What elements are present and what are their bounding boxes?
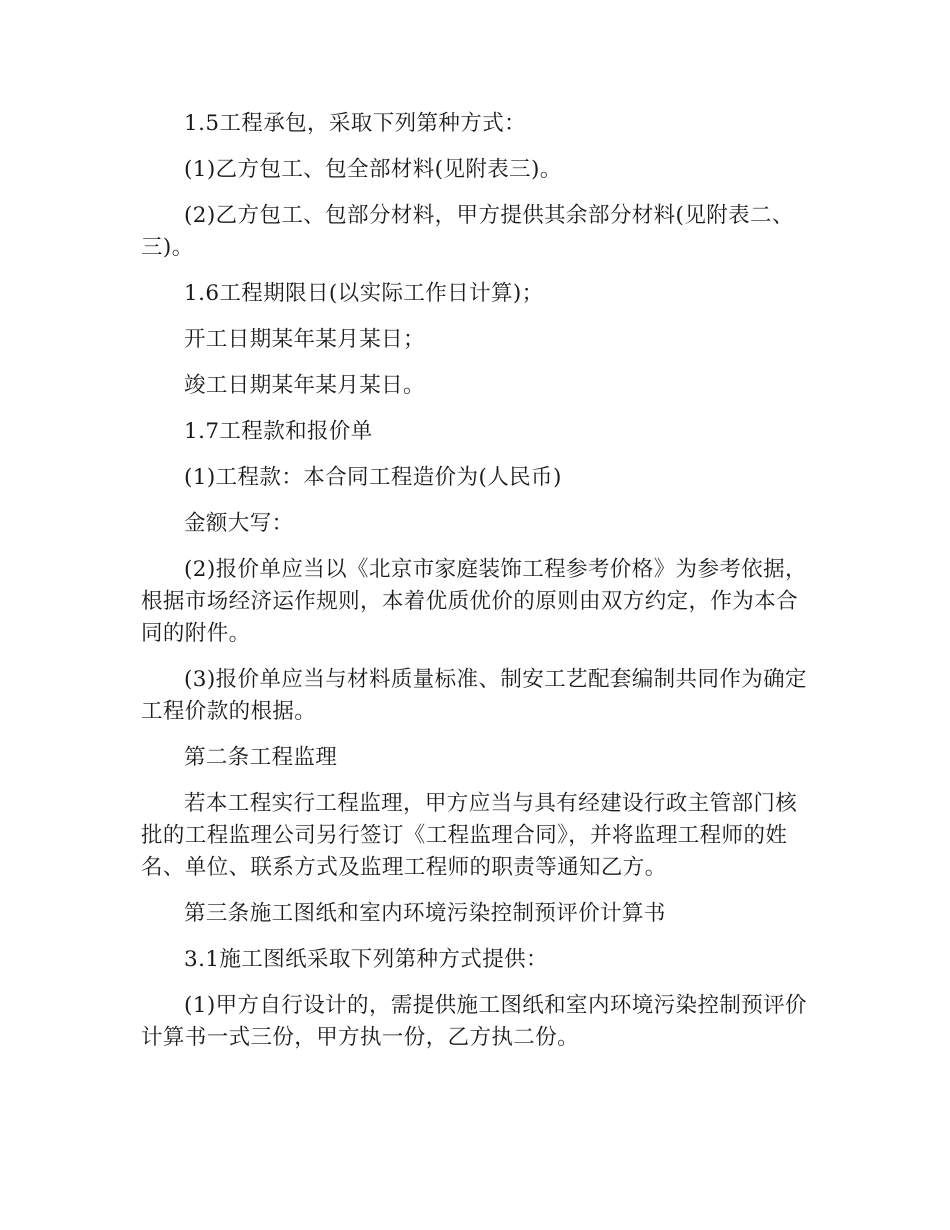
quotation-standards: (3)报价单应当与材料质量标准、制安工艺配套编制共同作为确定工程价款的根据。 [141,667,807,724]
option-1-all-materials: (1)乙方包工、包全部材料(见附表三)。 [184,157,562,182]
start-date: 开工日期某年某月某日； [184,327,425,352]
article-2-heading: 第二条工程监理 [184,745,338,770]
supervision-paragraph: 若本工程实行工程监理，甲方应当与具有经建设行政主管部门核批的工程监理公司另行签订《工程监理合同》，并将监理工程师的姓名、单位、联系方式及监理工程师的职责等通知乙方。 [141,791,798,880]
project-cost: (1)工程款：本合同工程造价为(人民币) [184,465,562,490]
clause-1-5: 1.5工程承包，采取下列第种方式： [184,111,526,136]
amount-in-words: 金额大写： [184,511,294,536]
option-2-partial-materials: (2)乙方包工、包部分材料，甲方提供其余部分材料(见附表二、三)。 [141,203,794,260]
clause-1-7: 1.7工程款和报价单 [184,419,373,444]
clause-1-6: 1.6工程期限日(以实际工作日计算)； [184,281,544,306]
completion-date: 竣工日期某年某月某日。 [184,373,425,398]
clause-3-1: 3.1施工图纸采取下列第种方式提供： [184,947,548,972]
quotation-basis: (2)报价单应当以《北京市家庭装饰工程参考价格》为参考依据，根据市场经济运作规则，本着优质优价的原则由双方约定，作为本合同的附件。 [141,557,807,646]
article-3-heading: 第三条施工图纸和室内环境污染控制预评价计算书 [184,901,666,926]
drawings-option-1: (1)甲方自行设计的，需提供施工图纸和室内环境污染控制预评价计算书一式三份，甲方执一份，乙方执二份。 [141,993,807,1050]
